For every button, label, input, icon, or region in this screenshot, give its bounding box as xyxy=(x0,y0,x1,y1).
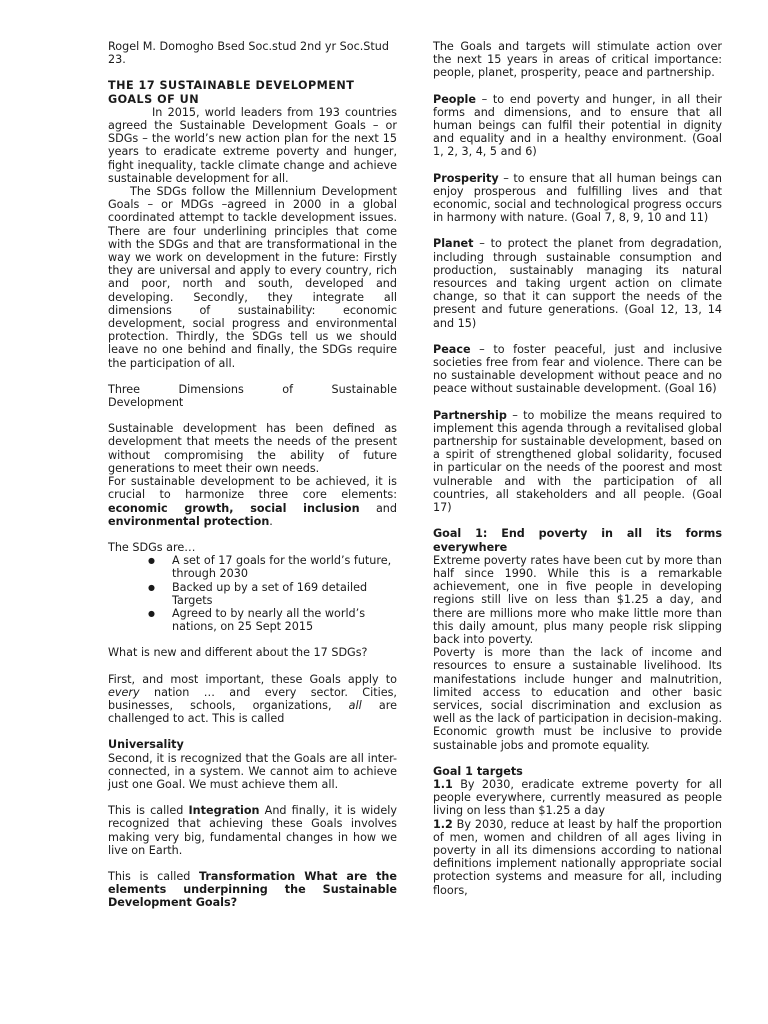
transformation-text-a: This is called xyxy=(108,869,200,883)
prosperity-heading: Prosperity xyxy=(433,171,499,185)
intro-paragraph-2: The SDGs follow the Millennium Development Goals – or MDGs –agreed in 2000 in a global coordinated attempt to tackle development issues. There are four underlining principles that come with the SDGs and that are transformational in the way we work on development in the future: Firstly they are universal and apply to every country, rich and poor, north and south, developed and developing. Secondly, they integrate all dimensions of sustainability: economic development, social progress and environmental protection. Thirdly, the SDGs tell us we should leave no one behind and finally, the SDGs require the participation of all. xyxy=(108,185,397,370)
new-question: What is new and different about the 17 SDGs? xyxy=(108,646,368,660)
partnership-text: – to mobilize the means required to implement this agenda through a revitalised global partnership for sustainable development, based on a spirit of strengthened global solidarity, focused in particular on the needs of the poorest and most vulnerable and with the participation of all countries, all stakeholders and all people. (Goal 17) xyxy=(433,408,722,515)
first-emphasis-all: all xyxy=(348,698,362,712)
sd-core-and: and xyxy=(359,501,398,515)
author-line: Rogel M. Domogho Bsed Soc.stud 2nd yr Soc.Stud 23. xyxy=(108,40,389,67)
peace-text: – to foster peaceful, just and inclusive societies free from fear and violence. There can be no sustainable development without peace and no peace without sustainable development. (Goal 16) xyxy=(433,342,722,396)
bullet-item: ● Backed up by a set of 169 detailed Targets xyxy=(172,581,397,607)
bullet-item: ● Agreed to by nearly all the world’s nations, on 25 Sept 2015 xyxy=(172,607,397,633)
left-column xyxy=(108,40,397,910)
target-1-1-number: 1.1 xyxy=(433,777,453,791)
sd-core-bold-1: economic growth, social inclusion xyxy=(108,501,360,515)
dimensions-word-2: Dimensions xyxy=(178,382,244,396)
right-column xyxy=(433,40,722,897)
goals-intro: The Goals and targets will stimulate action over the next 15 years in areas of critical importance: people, planet, prosperity, peace and partnership. xyxy=(433,40,722,80)
sd-core-bold-2: environmental protection xyxy=(108,514,270,528)
partnership-paragraph xyxy=(433,409,722,515)
goal1-targets-heading: Goal 1 targets xyxy=(433,764,523,778)
sd-definition: Sustainable development has been defined as development that meets the needs of the present without compromising the ability of future generations to meet their own needs. xyxy=(108,422,397,475)
first-text-c: are challenged to act. This is called xyxy=(108,698,397,726)
dimensions-word-4: Sustainable xyxy=(331,382,397,396)
dimensions-word-1: Three xyxy=(108,382,141,396)
target-1-2-number: 1.2 xyxy=(433,817,453,831)
first-text-b: nation … and every sector. Cities, businesses, schools, organizations, xyxy=(108,685,397,712)
target-1-1-text: By 2030, eradicate extreme poverty for all people everywhere, currently measured as people living on less than $1.25 a day xyxy=(433,777,722,818)
peace-heading: Peace xyxy=(433,342,471,356)
sd-core-end: . xyxy=(269,514,273,528)
peace-paragraph xyxy=(433,343,722,396)
prosperity-text: – to ensure that all human beings can enjoy prosperous and fulfilling lives and that economic, social and technological progress occurs in harmony with nature. (Goal 7, 8, 9, 10 and 11) xyxy=(433,171,722,225)
integration-paragraph xyxy=(108,804,397,857)
first-text-a: First, and most important, these Goals apply to xyxy=(108,672,397,686)
people-heading: People xyxy=(433,92,476,106)
transformation-paragraph xyxy=(108,870,397,910)
prosperity-paragraph xyxy=(433,172,722,225)
goal1-paragraph-2: Poverty is more than the lack of income and resources to ensure a sustainable livelihood. Its manifestations include hunger and malnutrition, limited access to education and other basic services, social discrimination and exclusion as well as the lack of participation in decision-making. Economic growth must be inclusive to provide sustainable jobs and promote equality. xyxy=(433,646,722,752)
planet-paragraph xyxy=(433,237,722,329)
people-text: – to end poverty and hunger, in all their forms and dimensions, and to ensure that all human beings can fulfil their potential in dignity and equality and in a healthy environment. (Goal 1, 2, 3, 4, 5 and 6) xyxy=(433,92,722,159)
universality-heading: Universality xyxy=(108,738,184,752)
target-1-1 xyxy=(433,778,722,818)
first-emphasis-every: every xyxy=(108,685,140,699)
sdgs-are-heading: The SDGs are… xyxy=(108,540,196,554)
transformation-bold: Transformation What are the elements underpinning the Sustainable Development Goals? xyxy=(108,869,397,910)
planet-heading: Planet xyxy=(433,237,474,251)
planet-text: – to protect the planet from degradation, including through sustainable consumption and production, sustainably managing its natural resources and taking urgent action on climate change, so that it can support the needs of the present and future generations. (Goal 12, 13, 14 and 15) xyxy=(433,237,722,330)
intro-paragraph-1: In 2015, world leaders from 193 countries agreed the Sustainable Development Goals – or SDGs – the world’s new action plan for the next 15 years to eradicate extreme poverty and hunger, fight inequality, tackle climate change and achieve sustainable development for all. xyxy=(108,105,397,185)
dimensions-word-3: of xyxy=(282,382,294,396)
target-1-2-text: By 2030, reduce at least by half the proportion of men, women and children of all ages living in poverty in all its dimensions according to national definitions implement nationally appropriate social protection systems and measure for all, including floors, xyxy=(433,817,722,897)
second-paragraph: Second, it is recognized that the Goals are all inter-connected, in a system. We cannot aim to achieve just one Goal. We must achieve them all. xyxy=(108,751,397,791)
dimensions-heading xyxy=(108,383,397,396)
first-paragraph xyxy=(108,673,397,726)
target-1-2 xyxy=(433,818,722,897)
goal1-heading: Goal 1: End poverty in all its forms everywhere xyxy=(433,527,722,554)
people-paragraph xyxy=(433,93,722,159)
integration-text-c: And finally, it is widely recognized that achieving these Goals involves making very big, fundamental changes in how we live on Earth. xyxy=(108,804,397,857)
sd-core-text: For sustainable development to be achieved, it is crucial to harmonize three core elements: xyxy=(108,475,397,502)
dimensions-heading-line-2: Development xyxy=(108,396,184,410)
partnership-heading: Partnership xyxy=(433,408,507,422)
goal1-paragraph-1: Extreme poverty rates have been cut by more than half since 1990. While this is a remarkable achievement, one in five people in developing regions still live on less than $1.25 a day, and there are millions more who make little more than this daily amount, plus many people risk slipping back into poverty. xyxy=(433,553,722,646)
sd-core-elements xyxy=(108,475,397,528)
integration-text-a: This is called xyxy=(108,804,189,818)
bullet-item: ● A set of 17 goals for the world’s future, through 2030 xyxy=(172,554,397,580)
sdgs-bullet-list xyxy=(108,554,397,633)
integration-bold: Integration xyxy=(188,804,260,818)
document-title: THE 17 SUSTAINABLE DEVELOPMENT GOALS OF UN xyxy=(108,79,355,106)
